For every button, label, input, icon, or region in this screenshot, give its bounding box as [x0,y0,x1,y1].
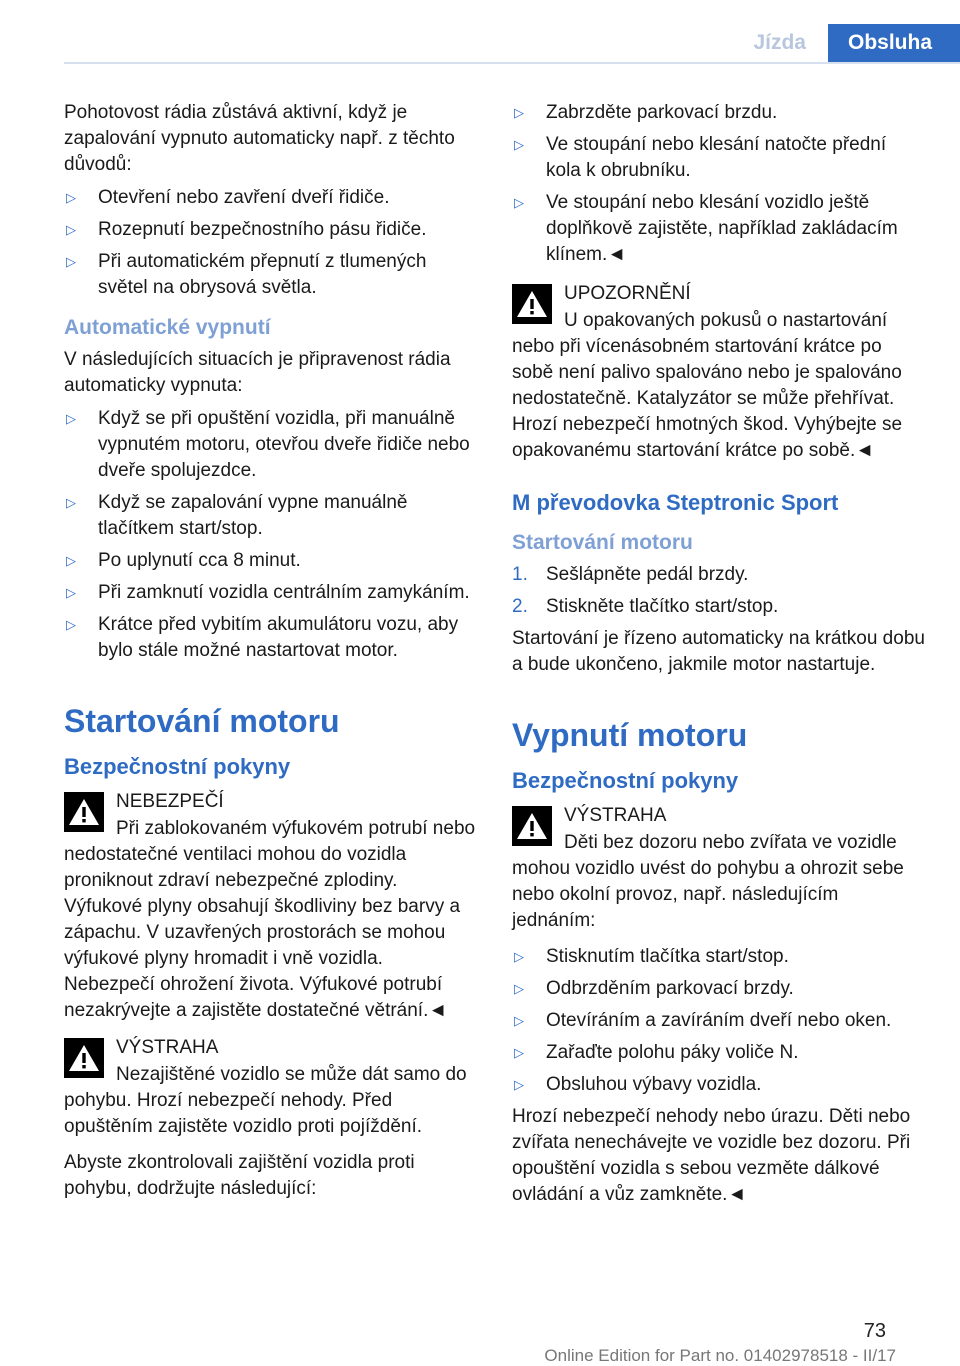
list-item: ▷ Zařaďte polohu páky voliče N. [512,1040,926,1066]
list-item: ▷ Ve stoupání nebo klesání vozidlo ještě doplňkově zajistěte, například zakládacím klínem.◄ [512,190,926,268]
left-column [64,100,478,1209]
list-item: ▷ Když se zapalování vypne manuálně tlačítkem start/stop. [64,490,478,542]
warning-text: Nezajištěné vozidlo se může dát samo do pohybu. Hrozí nebezpečí nehody. Před opuštěním zajistěte vozidlo proti pojíždění. [64,1064,467,1137]
list-item: ▷ Odbrzděním parkovací brzdy. [512,976,926,1002]
warning-title: VÝSTRAHA [564,805,667,826]
outro-paragraph: Abyste zkontrolovali zajištění vozidla proti pohybu, dodržujte následující: [64,1152,415,1199]
heading-engine-stop: Vypnutí motoru [512,717,748,753]
list-item: ▷ Obsluhou výbavy vozidla. [512,1072,926,1098]
heading-steptronic: M převodovka Steptronic Sport [512,490,839,515]
warning-danger [64,788,478,1024]
list-item: ▷ Krátce před vybitím akumulátoru vozu, aby bylo stále možné nastartovat motor. [64,612,478,664]
list-item: ▷ Ve stoupání nebo klesání natočte přední kola k obrubníku. [512,132,926,184]
step-item: Stiskněte tlačítko start/stop. [546,596,779,617]
heading-auto-off: Automatické vypnutí [64,316,271,339]
warning-title: NEBEZPEČÍ [116,791,224,812]
warning-title: VÝSTRAHA [116,1037,219,1058]
warning-text: Při zablokovaném výfukovém potrubí nebo nedostatečné ventilaci mohou do vozidla proniknout zdraví nebezpečné zplodiny. Výfukové plyny obsahují škodliviny bez barvy a zápachu. V uzavřených prostorách se mohou výfukové plyny hromadit i vně vozidla. Nebezpečí ohrožení života. Výfukové potrubí nezakrývejte a zajistěte dostatečné větrání.◄ [64,818,476,1021]
warning-notice [512,280,926,464]
list-item: ▷ Otevření nebo zavření dveří řidiče. [64,185,478,211]
list-item: ▷ Po uplynutí cca 8 minut. [64,548,478,574]
start-steps [512,562,926,620]
start-paragraph: Startování je řízeno automaticky na krátkou dobu a bude ukončeno, jakmile motor nastartuje. [512,628,925,675]
heading-engine-start: Startování motoru [64,703,340,739]
list-item: ▷ Zabrzděte parkovací brzdu. [512,100,926,126]
edition-note: Online Edition for Part no. 01402978518 - II/17 [544,1346,896,1365]
list-item: ▷ Otevíráním a zavíráním dveří nebo oken. [512,1008,926,1034]
heading-safety: Bezpečnostní pokyny [64,754,291,779]
warning-triangle-icon [512,806,552,846]
heading-safety: Bezpečnostní pokyny [512,768,739,793]
list-item: ▷ Rozepnutí bezpečnostního pásu řidiče. [64,217,478,243]
list-item: ▷ Stisknutím tlačítka start/stop. [512,944,926,970]
warning-caution [64,1034,478,1140]
tab-obsluha[interactable]: Obsluha [828,24,960,62]
page-footer [0,1320,960,1365]
warning-triangle-icon [64,1038,104,1078]
warning-caution [512,802,926,934]
header-rule [64,62,960,64]
tab-jizda[interactable]: Jízda [731,24,828,62]
intro-paragraph: Pohotovost rádia zůstává aktivní, když je zapalování vypnuto automaticky např. z těchto důvodů: [64,102,455,175]
list-item: ▷ Když se při opuštění vozidla, při manuálně vypnutém motoru, otevřou dveře řidiče nebo dveře spolujezdce. [64,406,478,484]
child-risk-list [512,944,926,1098]
list-item: ▷ Při automatickém přepnutí z tlumených světel na obrysová světla. [64,249,478,301]
warning-triangle-icon [64,792,104,832]
list-item: ▷ Při zamknutí vozidla centrálním zamykáním. [64,580,478,606]
step-item: Sešlápněte pedál brzdy. [546,564,749,585]
warning-text: U opakovaných pokusů o nastartování nebo při vícenásobném startování krátce po sobě není palivo spalováno nebo je spalováno nedostatečně. Katalyzátor se může přehřívat. Hrozí nebezpečí hmotných škod. Vyhýbejte se opakovanému startování krátce po sobě.◄ [512,310,903,461]
warning-triangle-icon [512,284,552,324]
outro-paragraph: Hrozí nebezpečí nehody nebo úrazu. Děti nebo zvířata nenechávejte ve vozidle bez dozoru. Při opouštění vozidla s sebou vezměte dálkové ovládání a vůz zamkněte.◄ [512,1106,911,1205]
radio-standby-list [64,185,478,301]
auto-off-list [64,406,478,664]
right-column [512,100,926,1215]
page-number: 73 [863,1320,886,1342]
securing-list [512,100,926,268]
heading-engine-start-sub: Startování motoru [512,531,693,554]
auto-off-paragraph: V následujících situacích je připravenost rádia automaticky vypnuta: [64,349,451,396]
header-tabs [731,24,960,62]
warning-title: UPOZORNĚNÍ [564,283,691,304]
warning-text: Děti bez dozoru nebo zvířata ve vozidle mohou vozidlo uvést do pohybu a ohrozit sebe nebo okolní provoz, např. následujícím jednáním: [512,832,904,931]
